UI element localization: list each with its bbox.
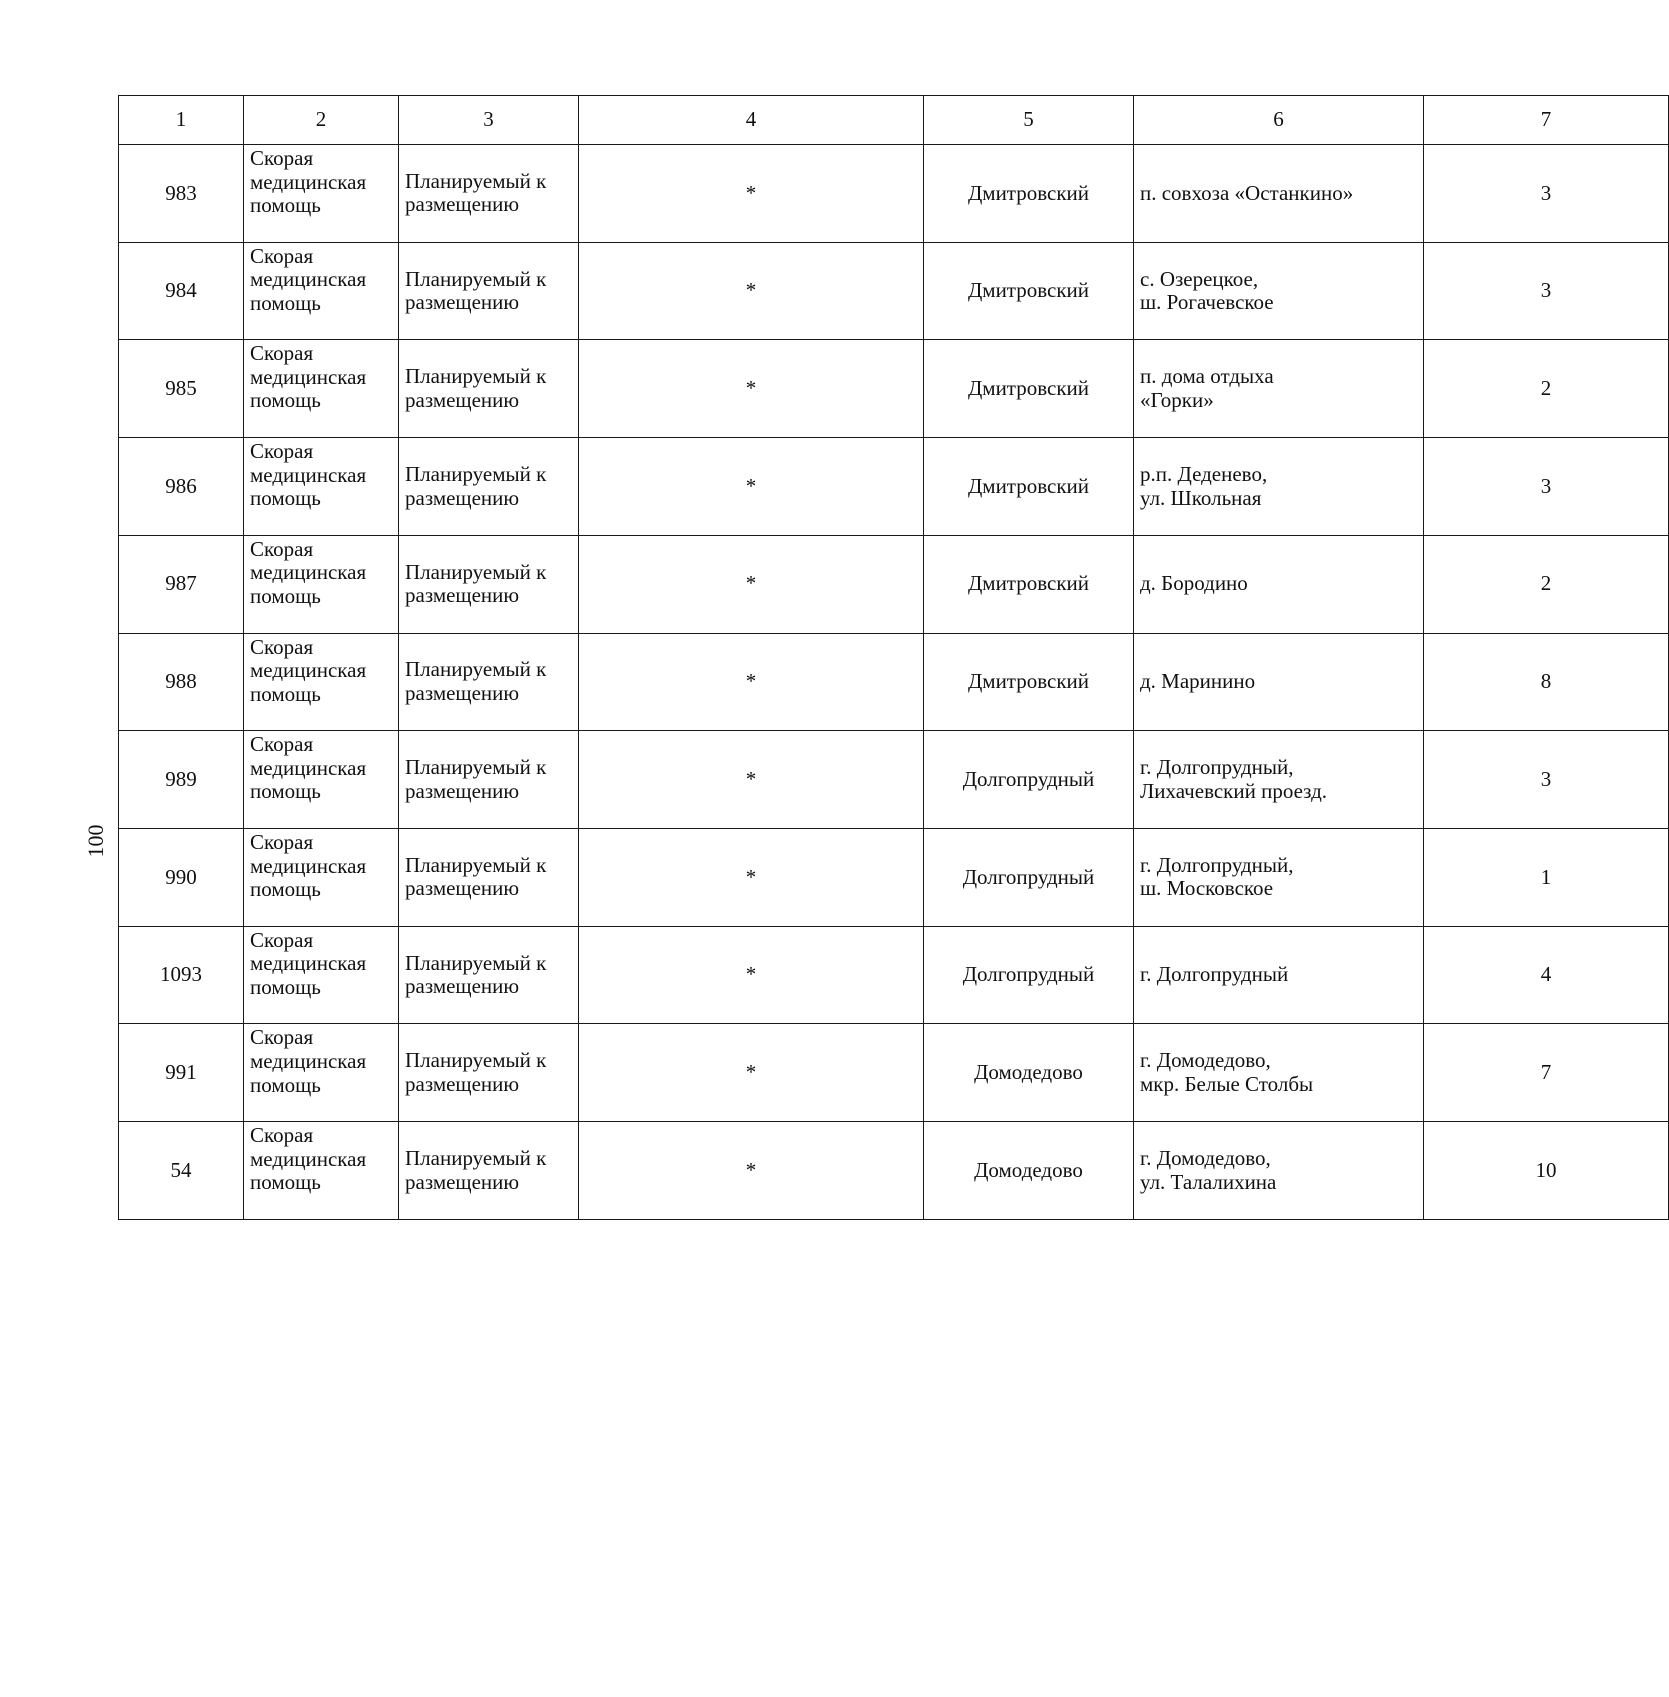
- status-line: Планируемый к: [405, 559, 547, 584]
- address-cell: [1134, 242, 1424, 340]
- service-type-line: Скорая: [250, 927, 314, 952]
- table-row: [119, 145, 1669, 243]
- count-cell: 4: [1424, 926, 1669, 1024]
- row-number-cell: 991: [119, 1024, 244, 1122]
- status-cell: [399, 340, 579, 438]
- table-row: [119, 438, 1669, 536]
- address-line: ул. Талалихина: [1140, 1169, 1277, 1194]
- district-cell: Долгопрудный: [924, 731, 1134, 829]
- status-cell: [399, 242, 579, 340]
- address-line: «Горки»: [1140, 387, 1214, 412]
- service-type-line: помощь: [250, 681, 321, 706]
- address-line: Лихачевский проезд.: [1140, 778, 1328, 803]
- column-header-6: 6: [1134, 96, 1424, 145]
- table-row: [119, 829, 1669, 927]
- mark-cell: *: [579, 633, 924, 731]
- district-cell: Домодедово: [924, 1122, 1134, 1220]
- status-cell: [399, 438, 579, 536]
- address-cell: [1134, 340, 1424, 438]
- address-line: д. Бородино: [1140, 571, 1248, 596]
- district-cell: Дмитровский: [924, 633, 1134, 731]
- service-type-line: помощь: [250, 974, 321, 999]
- service-type-line: помощь: [250, 388, 321, 413]
- service-type-line: медицинская: [250, 853, 367, 878]
- service-type-cell: [244, 242, 399, 340]
- address-cell: [1134, 535, 1424, 633]
- row-number-cell: 986: [119, 438, 244, 536]
- status-line: Планируемый к: [405, 1146, 547, 1171]
- status-line: размещению: [405, 680, 520, 705]
- service-type-line: помощь: [250, 877, 321, 902]
- service-type-cell: [244, 145, 399, 243]
- address-line: ш. Московское: [1140, 876, 1274, 901]
- address-line: с. Озерецкое,: [1140, 266, 1259, 291]
- row-number-cell: 989: [119, 731, 244, 829]
- address-line: г. Домодедово,: [1140, 1146, 1271, 1171]
- page-number: 100: [83, 824, 108, 858]
- mark-cell: *: [579, 1122, 924, 1220]
- column-header-5: 5: [924, 96, 1134, 145]
- status-line: размещению: [405, 778, 520, 803]
- service-type-cell: [244, 1024, 399, 1122]
- table-row: [119, 731, 1669, 829]
- address-line: г. Долгопрудный,: [1140, 755, 1294, 780]
- service-type-cell: [244, 535, 399, 633]
- address-line: р.п. Деденево,: [1140, 462, 1268, 486]
- service-type-line: медицинская: [250, 560, 367, 585]
- row-number-cell: 1093: [119, 926, 244, 1024]
- address-line: г. Долгопрудный: [1140, 962, 1289, 987]
- count-cell: 2: [1424, 340, 1669, 438]
- row-number-cell: 985: [119, 340, 244, 438]
- service-type-line: помощь: [250, 290, 321, 315]
- district-cell: Долгопрудный: [924, 926, 1134, 1024]
- count-cell: 3: [1424, 242, 1669, 340]
- placement-table: [118, 95, 1669, 1220]
- status-cell: [399, 1122, 579, 1220]
- mark-cell: *: [579, 1024, 924, 1122]
- count-cell: 3: [1424, 438, 1669, 536]
- status-line: Планируемый к: [405, 266, 547, 291]
- table-row: [119, 926, 1669, 1024]
- status-line: размещению: [405, 583, 520, 608]
- service-type-line: помощь: [250, 583, 321, 608]
- service-type-line: медицинская: [250, 755, 367, 780]
- service-type-line: Скорая: [250, 341, 314, 366]
- address-cell: [1134, 731, 1424, 829]
- status-line: размещению: [405, 974, 520, 999]
- service-type-cell: [244, 1122, 399, 1220]
- service-type-line: помощь: [250, 486, 321, 511]
- address-line: ш. Рогачевское: [1140, 290, 1274, 315]
- address-cell: [1134, 438, 1424, 536]
- mark-cell: *: [579, 535, 924, 633]
- row-number-cell: 988: [119, 633, 244, 731]
- service-type-line: медицинская: [250, 1048, 367, 1073]
- service-type-line: медицинская: [250, 462, 367, 487]
- service-type-line: Скорая: [250, 536, 314, 561]
- service-type-line: Скорая: [250, 1123, 314, 1148]
- status-line: размещению: [405, 290, 520, 315]
- count-cell: 8: [1424, 633, 1669, 731]
- service-type-line: медицинская: [250, 267, 367, 292]
- table-rotation-frame: [0, 95, 1557, 1220]
- service-type-cell: [244, 438, 399, 536]
- mark-cell: *: [579, 438, 924, 536]
- service-type-line: помощь: [250, 193, 321, 218]
- table-row: [119, 340, 1669, 438]
- column-header-4: 4: [579, 96, 924, 145]
- status-cell: [399, 926, 579, 1024]
- table-body: [119, 145, 1669, 1220]
- service-type-cell: [244, 829, 399, 927]
- header-row: [119, 96, 1669, 145]
- count-cell: 10: [1424, 1122, 1669, 1220]
- address-line: г. Домодедово,: [1140, 1048, 1271, 1073]
- address-line: п. совхоза «Останкино»: [1140, 180, 1354, 205]
- service-type-cell: [244, 731, 399, 829]
- service-type-line: Скорая: [250, 439, 314, 464]
- status-cell: [399, 633, 579, 731]
- service-type-cell: [244, 340, 399, 438]
- address-line: мкр. Белые Столбы: [1140, 1071, 1314, 1096]
- district-cell: Дмитровский: [924, 438, 1134, 536]
- row-number-cell: 983: [119, 145, 244, 243]
- service-type-cell: [244, 633, 399, 731]
- service-type-line: медицинская: [250, 658, 367, 683]
- address-cell: [1134, 1122, 1424, 1220]
- row-number-cell: 990: [119, 829, 244, 927]
- status-cell: [399, 731, 579, 829]
- district-cell: Дмитровский: [924, 340, 1134, 438]
- status-cell: [399, 1024, 579, 1122]
- service-type-line: Скорая: [250, 732, 314, 757]
- status-line: размещению: [405, 387, 520, 412]
- address-cell: [1134, 1024, 1424, 1122]
- district-cell: Долгопрудный: [924, 829, 1134, 927]
- count-cell: 3: [1424, 731, 1669, 829]
- mark-cell: *: [579, 145, 924, 243]
- service-type-line: Скорая: [250, 146, 314, 170]
- service-type-line: Скорая: [250, 1025, 314, 1050]
- service-type-line: медицинская: [250, 364, 367, 389]
- row-number-cell: 987: [119, 535, 244, 633]
- row-number-cell: 54: [119, 1122, 244, 1220]
- status-line: Планируемый к: [405, 462, 547, 486]
- status-line: размещению: [405, 485, 520, 510]
- service-type-line: Скорая: [250, 243, 314, 268]
- count-cell: 3: [1424, 145, 1669, 243]
- district-cell: Домодедово: [924, 1024, 1134, 1122]
- count-cell: 1: [1424, 829, 1669, 927]
- column-header-1: 1: [119, 96, 244, 145]
- status-cell: [399, 145, 579, 243]
- address-line: д. Маринино: [1140, 669, 1256, 694]
- column-header-2: 2: [244, 96, 399, 145]
- status-cell: [399, 535, 579, 633]
- status-cell: [399, 829, 579, 927]
- service-type-line: медицинская: [250, 1146, 367, 1171]
- status-line: размещению: [405, 1071, 520, 1096]
- mark-cell: *: [579, 731, 924, 829]
- address-cell: [1134, 926, 1424, 1024]
- service-type-line: Скорая: [250, 634, 314, 659]
- status-line: Планируемый к: [405, 657, 547, 682]
- district-cell: Дмитровский: [924, 535, 1134, 633]
- address-cell: [1134, 829, 1424, 927]
- table-row: [119, 242, 1669, 340]
- status-line: размещению: [405, 876, 520, 901]
- service-type-line: медицинская: [250, 951, 367, 976]
- service-type-line: помощь: [250, 1170, 321, 1195]
- status-line: Планируемый к: [405, 950, 547, 975]
- mark-cell: *: [579, 242, 924, 340]
- address-cell: [1134, 145, 1424, 243]
- status-line: размещению: [405, 192, 520, 217]
- service-type-cell: [244, 926, 399, 1024]
- status-line: Планируемый к: [405, 364, 547, 389]
- district-cell: Дмитровский: [924, 242, 1134, 340]
- service-type-line: медицинская: [250, 169, 367, 194]
- address-cell: [1134, 633, 1424, 731]
- district-cell: Дмитровский: [924, 145, 1134, 243]
- table-row: [119, 1122, 1669, 1220]
- status-line: размещению: [405, 1169, 520, 1194]
- count-cell: 7: [1424, 1024, 1669, 1122]
- column-header-3: 3: [399, 96, 579, 145]
- mark-cell: *: [579, 340, 924, 438]
- table-row: [119, 535, 1669, 633]
- count-cell: 2: [1424, 535, 1669, 633]
- table-row: [119, 1024, 1669, 1122]
- status-line: Планируемый к: [405, 755, 547, 780]
- address-line: ул. Школьная: [1140, 485, 1262, 510]
- mark-cell: *: [579, 926, 924, 1024]
- table-row: [119, 633, 1669, 731]
- service-type-line: помощь: [250, 1072, 321, 1097]
- column-header-7: 7: [1424, 96, 1669, 145]
- service-type-line: Скорая: [250, 830, 314, 855]
- address-line: п. дома отдыха: [1140, 364, 1274, 389]
- address-line: г. Долгопрудный,: [1140, 852, 1294, 877]
- status-line: Планируемый к: [405, 852, 547, 877]
- status-line: Планируемый к: [405, 168, 547, 193]
- mark-cell: *: [579, 829, 924, 927]
- service-type-line: помощь: [250, 779, 321, 804]
- status-line: Планируемый к: [405, 1048, 547, 1073]
- row-number-cell: 984: [119, 242, 244, 340]
